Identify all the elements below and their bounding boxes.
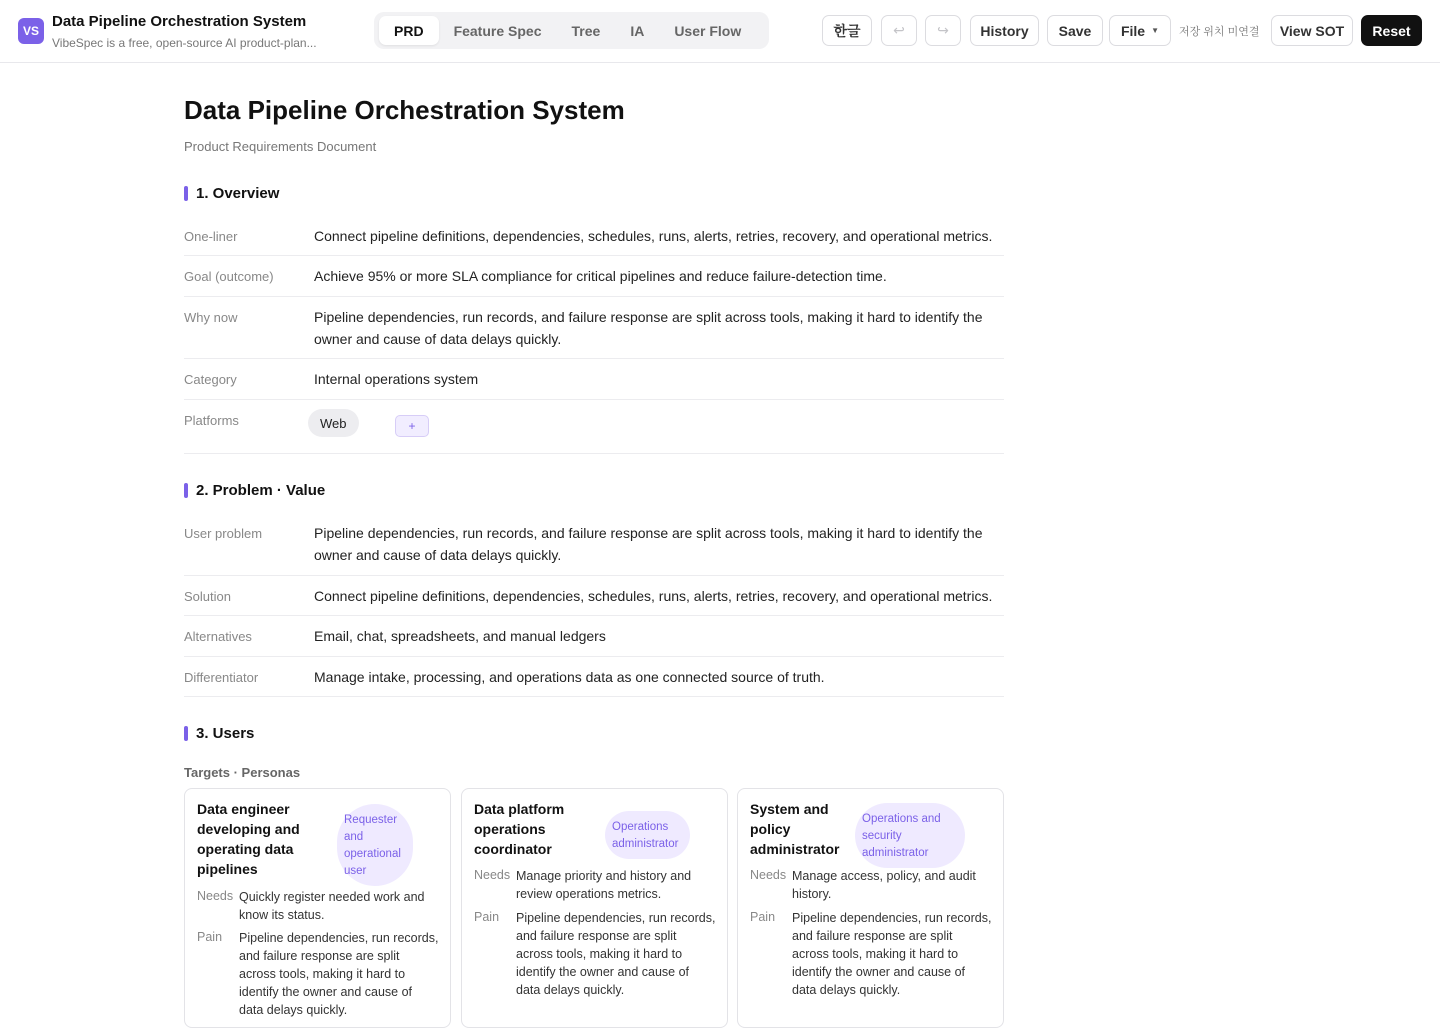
field-label: Solution	[184, 589, 231, 604]
save-button[interactable]: Save	[1047, 15, 1103, 46]
field-value[interactable]: Pipeline dependencies, run records, and failure response are split across tools, making it hard to identify the owner and cause of data delays quickly.	[314, 525, 983, 563]
persona-role-badge: Requester and operational user	[337, 804, 413, 886]
field-row-one-liner	[184, 216, 1004, 256]
field-value[interactable]: Connect pipeline definitions, dependencies, schedules, runs, alerts, retries, recovery, and operational metrics.	[314, 228, 993, 244]
field-row-why-now	[184, 297, 1004, 359]
redo-icon: ↪	[937, 22, 949, 38]
field-value[interactable]: Connect pipeline definitions, dependencies, schedules, runs, alerts, retries, recovery, and operational metrics.	[314, 588, 993, 604]
section-heading-users	[184, 725, 254, 742]
file-menu-label: File	[1120, 22, 1146, 39]
field-value[interactable]: Internal operations system	[314, 371, 479, 387]
persona-name: System and policy administrator	[750, 801, 840, 857]
persona-role-badge: Operations administrator	[605, 811, 690, 859]
undo-icon: ↩	[893, 22, 905, 38]
field-row-goal	[184, 256, 1004, 297]
document-title: Data Pipeline Orchestration System	[184, 95, 625, 125]
field-value[interactable]: Achieve 95% or more SLA compliance for critical pipelines and reduce failure-detection time.	[314, 268, 887, 284]
field-value[interactable]: Pipeline dependencies, run records, and failure response are split across tools, making it hard to identify the owner and cause of data delays quickly.	[314, 309, 983, 347]
section-heading-problem-value	[184, 482, 325, 499]
needs-label: Needs	[750, 868, 787, 882]
field-label: Category	[184, 372, 237, 387]
tab-user-flow[interactable]: User Flow	[674, 22, 742, 39]
undo-button[interactable]	[881, 15, 917, 46]
section-accent-bar	[184, 483, 188, 498]
field-row-category	[184, 359, 1004, 400]
save-location-status: 저장 위치 미연결	[1179, 26, 1260, 38]
tab-tree[interactable]: Tree	[571, 22, 601, 39]
field-row-platforms	[184, 400, 1004, 454]
persona-pain: Pipeline dependencies, run records, and failure response are split across tools, making it hard to identify the owner and cause of data delays quickly.	[516, 911, 716, 997]
persona-role-badge: Operations and security administrator	[855, 803, 965, 868]
tab-ia[interactable]: IA	[630, 22, 645, 39]
persona-needs: Manage access, policy, and audit history.	[792, 869, 976, 901]
section-heading-text: 2. Problem · Value	[196, 482, 326, 499]
persona-name: Data platform operations coordinator	[474, 801, 565, 857]
chevron-down-icon: ▼	[1151, 26, 1160, 35]
persona-card[interactable]	[737, 788, 1004, 1028]
persona-needs: Quickly register needed work and know its status.	[239, 890, 425, 922]
persona-pain: Pipeline dependencies, run records, and failure response are split across tools, making it hard to identify the owner and cause of data delays quickly.	[792, 911, 992, 997]
section-heading-text: 1. Overview	[196, 185, 280, 202]
history-button[interactable]: History	[970, 15, 1039, 46]
field-label: Platforms	[184, 413, 239, 428]
tab-prd[interactable]: PRD	[379, 16, 439, 45]
field-label: One-liner	[184, 229, 238, 244]
language-toggle-button[interactable]: 한글	[822, 15, 872, 46]
needs-label: Needs	[474, 868, 511, 882]
section-heading-text: 3. Users	[196, 725, 255, 742]
pain-label: Pain	[197, 930, 223, 944]
field-label: Why now	[184, 310, 238, 325]
document-subtitle: Product Requirements Document	[184, 139, 377, 154]
field-label: Goal (outcome)	[184, 269, 274, 284]
reset-button[interactable]: Reset	[1361, 15, 1422, 46]
field-row-user-problem	[184, 513, 1004, 576]
top-bar	[0, 0, 1440, 63]
view-tabs	[374, 12, 769, 49]
field-value[interactable]: Email, chat, spreadsheets, and manual ledgers	[314, 628, 606, 644]
field-row-alternatives	[184, 616, 1004, 657]
app-logo: VS	[18, 18, 44, 44]
view-sot-button[interactable]: View SOT	[1271, 15, 1353, 46]
field-label: Differentiator	[184, 670, 259, 685]
field-row-differentiator	[184, 657, 1004, 697]
section-heading-overview	[184, 185, 279, 202]
persona-card[interactable]	[184, 788, 451, 1028]
pain-label: Pain	[474, 910, 500, 924]
section-accent-bar	[184, 726, 188, 741]
field-label: User problem	[184, 526, 263, 541]
app-subtitle: VibeSpec is a free, open-source AI product-plan...	[52, 36, 317, 50]
persona-card[interactable]	[461, 788, 728, 1028]
persona-pain: Pipeline dependencies, run records, and failure response are split across tools, making it hard to identify the owner and cause of data delays quickly.	[239, 931, 439, 1017]
add-platform-button[interactable]: +	[395, 415, 429, 437]
persona-name: Data engineer developing and operating data pipelines	[197, 801, 300, 877]
pain-label: Pain	[750, 910, 776, 924]
field-value[interactable]: Manage intake, processing, and operations data as one connected source of truth.	[314, 669, 825, 685]
persona-needs: Manage priority and history and review operations metrics.	[516, 869, 692, 901]
app-title: Data Pipeline Orchestration System	[52, 13, 307, 30]
redo-button[interactable]	[925, 15, 961, 46]
field-label: Alternatives	[184, 629, 252, 644]
tab-feature-spec[interactable]: Feature Spec	[453, 22, 542, 39]
field-row-solution	[184, 576, 1004, 616]
file-menu-button[interactable]	[1109, 15, 1171, 46]
platform-chip[interactable]: Web	[308, 409, 359, 437]
section-accent-bar	[184, 186, 188, 201]
personas-subheading: Targets · Personas	[184, 765, 301, 780]
needs-label: Needs	[197, 889, 234, 903]
